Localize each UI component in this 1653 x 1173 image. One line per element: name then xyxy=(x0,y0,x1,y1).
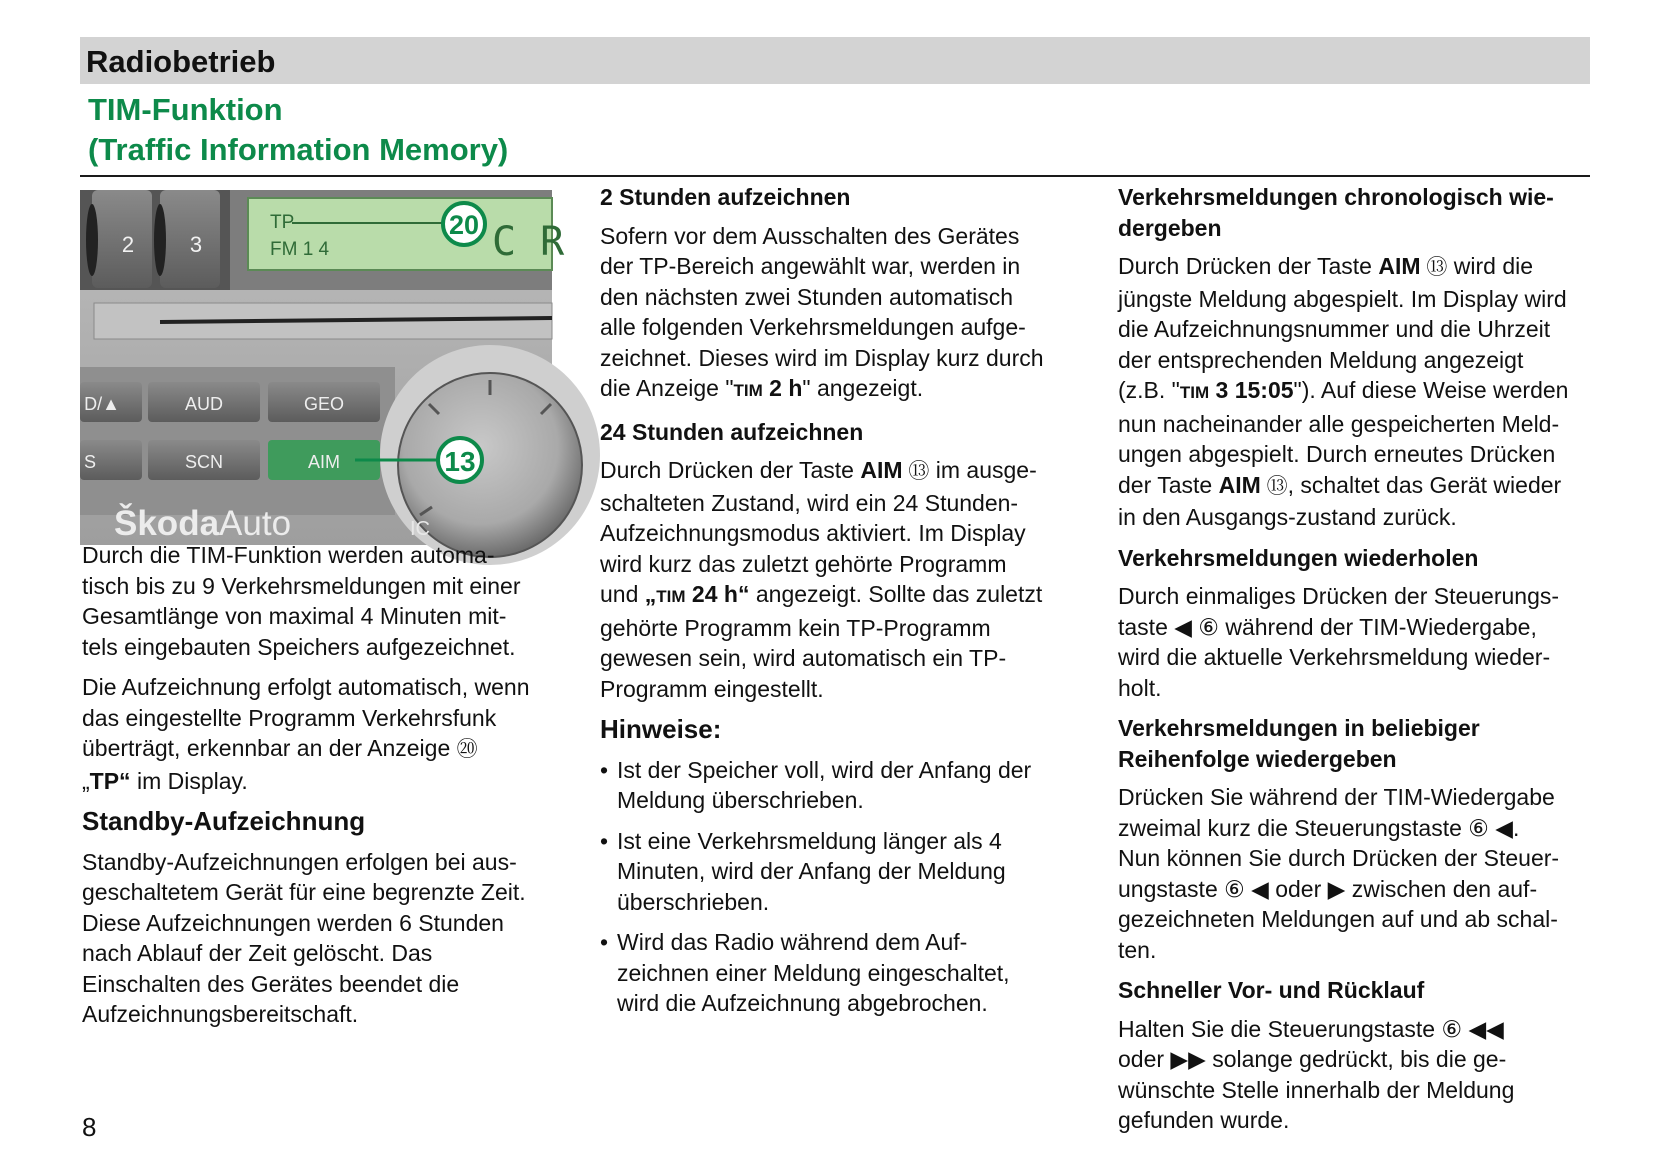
svg-text:AIM: AIM xyxy=(307,452,341,472)
standby-paragraph: Standby-Aufzeichnungen erfolgen bei aus- geschaltetem Gerät für eine begrenzte Zeit. Diese Aufzeichnungen werden 6 Stunden nach Ablauf der Zeit gelöscht. Das Einschalten des Gerätes beendet die Aufzeichnungsbereitschaft. xyxy=(82,848,526,1027)
heading-any-order: Verkehrsmeldungen in beliebiger Reihenfolge wiedergeben xyxy=(1118,715,1480,772)
display-tp: TP xyxy=(270,212,295,233)
hinweise-heading: Hinweise: xyxy=(600,714,722,744)
svg-text:AUD: AUD xyxy=(184,394,224,414)
section-title: Radiobetrieb xyxy=(86,44,276,79)
svg-text:20: 20 xyxy=(448,210,480,240)
column-right xyxy=(1118,182,1623,1146)
paragraph-24h: Durch Drücken der Taste AIM ⑬ im ausge- schalteten Zustand, wird ein 24 Stunden- Aufzeichnungsmodus aktiviert. Im Display wird kurz das zuletzt gehörte Programm und „TIM 24 h“ angezeigt. Sollte das zuletzt gehörte Programm kein TP-Programm gewesen sein, wird automatisch ein TP- Programm eingestellt. xyxy=(600,457,1043,702)
paragraph-fast-forward: Halten Sie die Steuerungstaste ⑥ ◀◀ oder ▶▶ solange gedrückt, bis die ge- wünschte Stelle innerhalb der Meldung gefunden wurde. xyxy=(1118,1015,1515,1133)
page-title-line1: TIM-Funktion xyxy=(88,92,283,127)
paragraph-chronological: Durch Drücken der Taste AIM ⑬ wird die jüngste Meldung abgespielt. Im Display wird die Aufzeichnungsnummer und die Uhrzeit der entsprechenden Meldung angezeigt (z.B. "TIM 3 15:05"). Auf diese Weise werden nun nacheinander alle gespeicherten Meld- ungen abgespielt. Durch erneutes Drücken der Taste AIM ⑬, schaltet das Gerät wieder in den Ausgangs-zustand zurück. xyxy=(1118,253,1569,530)
display-cr: C R xyxy=(492,219,565,265)
note-item: • Ist der Speicher voll, wird der Anfang der Meldung überschrieben. xyxy=(600,756,1032,813)
paragraph-repeat: Durch einmaliges Drücken der Steuerungs- taste ◀ ⑥ während der TIM-Wiedergabe, wird die aktuelle Verkehrsmeldung wieder- holt. xyxy=(1118,583,1560,701)
preset-3-label: 3 xyxy=(189,232,203,257)
note-item: • Ist eine Verkehrsmeldung länger als 4 Minuten, wird der Anfang der Meldung überschrieben. xyxy=(600,827,1006,915)
page-title-line2: (Traffic Information Memory) xyxy=(88,132,509,167)
display-fm: FM 1 4 xyxy=(270,239,330,260)
heading-24h: 24 Stunden aufzeichnen xyxy=(600,418,864,445)
brand-logo: ŠkodaAuto xyxy=(114,504,292,543)
column-left xyxy=(82,540,587,1040)
paragraph-2h: Sofern vor dem Ausschalten des Gerätes der TP-Bereich angewählt war, werden in den nächsten zwei Stunden automatisch alle folgenden Verkehrsmeldungen aufge- zeichnet. Dieses wird im Display kurz durch die Anzeige "TIM 2 h" angezeigt. xyxy=(600,222,1044,401)
svg-text:D/▲: D/▲ xyxy=(84,394,120,414)
heading-repeat: Verkehrsmeldungen wiederholen xyxy=(1118,544,1479,571)
svg-text:GEO: GEO xyxy=(303,394,345,414)
page-number: 8 xyxy=(82,1112,97,1142)
heading-fast-forward: Schneller Vor- und Rücklauf xyxy=(1118,977,1425,1003)
title-rule xyxy=(80,175,1590,177)
paragraph-any-order: Drücken Sie während der TIM-Wiedergabe zweimal kurz die Steuerungstaste ⑥ ◀. Nun können Sie durch Drücken der Steuer- ungstaste ⑥ ◀ oder ▶ zwischen den auf- gezeichneten Meldungen auf und ab schal- ten. xyxy=(1118,784,1560,963)
column-middle xyxy=(600,182,1100,1029)
svg-text:13: 13 xyxy=(444,446,476,477)
preset-2-label: 2 xyxy=(121,232,135,257)
svg-text:SCN: SCN xyxy=(184,452,224,472)
auto-record-paragraph: Die Aufzeichnung erfolgt automatisch, wenn das eingestellte Programm Verkehrsfunk überträgt, erkennbar an der Anzeige ⑳ „TP“ im Display. xyxy=(82,674,530,794)
section-header-bar xyxy=(80,37,1590,84)
svg-text:S: S xyxy=(84,452,97,472)
standby-heading: Standby-Aufzeichnung xyxy=(82,806,366,836)
svg-text:IC: IC xyxy=(410,518,430,540)
note-item: • Wird das Radio während dem Auf- zeichnen einer Meldung eingeschaltet, wird die Aufzeichnung abgebrochen. xyxy=(600,929,1010,1016)
radio-illustration xyxy=(80,190,565,545)
heading-chronological: Verkehrsmeldungen chronologisch wie- dergeben xyxy=(1118,184,1554,241)
heading-2h: 2 Stunden aufzeichnen xyxy=(600,184,851,210)
intro-paragraph: Durch die TIM-Funktion werden automa- tisch bis zu 9 Verkehrsmeldungen mit einer Gesamtlänge von maximal 4 Minuten mit- tels eingebauten Speichers aufgezeichnet. xyxy=(82,542,521,660)
